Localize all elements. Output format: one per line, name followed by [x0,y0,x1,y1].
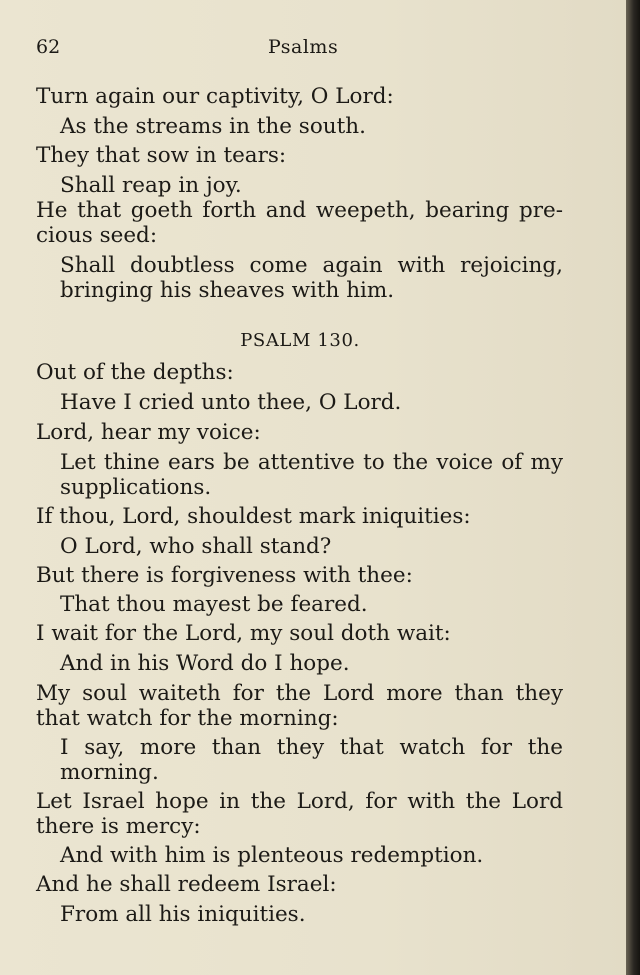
verse-response-line-continuation: morning. [60,760,159,785]
verse-response-line: And in his Word do I hope. [60,651,350,676]
verse-line: And he shall redeem Israel: [36,872,337,897]
verse-response-line: As the streams in the south. [60,114,366,139]
verse-line-continuation: cious seed: [36,223,158,248]
page-number: 62 [36,36,61,58]
verse-response-line-continuation: supplications. [60,475,212,500]
verse-line-continuation: there is mercy: [36,814,201,839]
verse-response-line: I say, more than they that watch for the [60,735,563,760]
running-head: Psalms [268,36,339,58]
verse-line: My soul waiteth for the Lord more than they [36,681,563,706]
verse-line: I wait for the Lord, my soul doth wait: [36,621,451,646]
verse-response-line: From all his iniquities. [60,902,306,927]
verse-response-line: Let thine ears be attentive to the voice of my [60,450,563,475]
verse-line: Out of the depths: [36,360,234,385]
verse-line: If thou, Lord, shouldest mark iniquities: [36,504,471,529]
verse-line: Turn again our captivity, O Lord: [36,84,394,109]
verse-line: Lord, hear my voice: [36,420,261,445]
verse-response-line: That thou mayest be feared. [60,592,368,617]
verse-response-line: And with him is plenteous redemption. [60,843,484,868]
verse-line: But there is forgiveness with thee: [36,563,413,588]
verse-line-continuation: that watch for the morning: [36,706,339,731]
psalm-title: PSALM 130. [240,330,360,351]
verse-response-line-continuation: bringing his sheaves with him. [60,278,395,303]
verse-response-line: Have I cried unto thee, O Lord. [60,390,402,415]
page-edge-shadow [626,0,640,975]
verse-line: He that goeth forth and weepeth, bearing pre- [36,198,563,223]
verse-response-line: O Lord, who shall stand? [60,534,332,559]
verse-line: They that sow in tears: [36,143,287,168]
verse-response-line: Shall reap in joy. [60,173,242,198]
verse-line: Let Israel hope in the Lord, for with the Lord [36,789,563,814]
verse-response-line: Shall doubtless come again with rejoicing, [60,253,563,278]
